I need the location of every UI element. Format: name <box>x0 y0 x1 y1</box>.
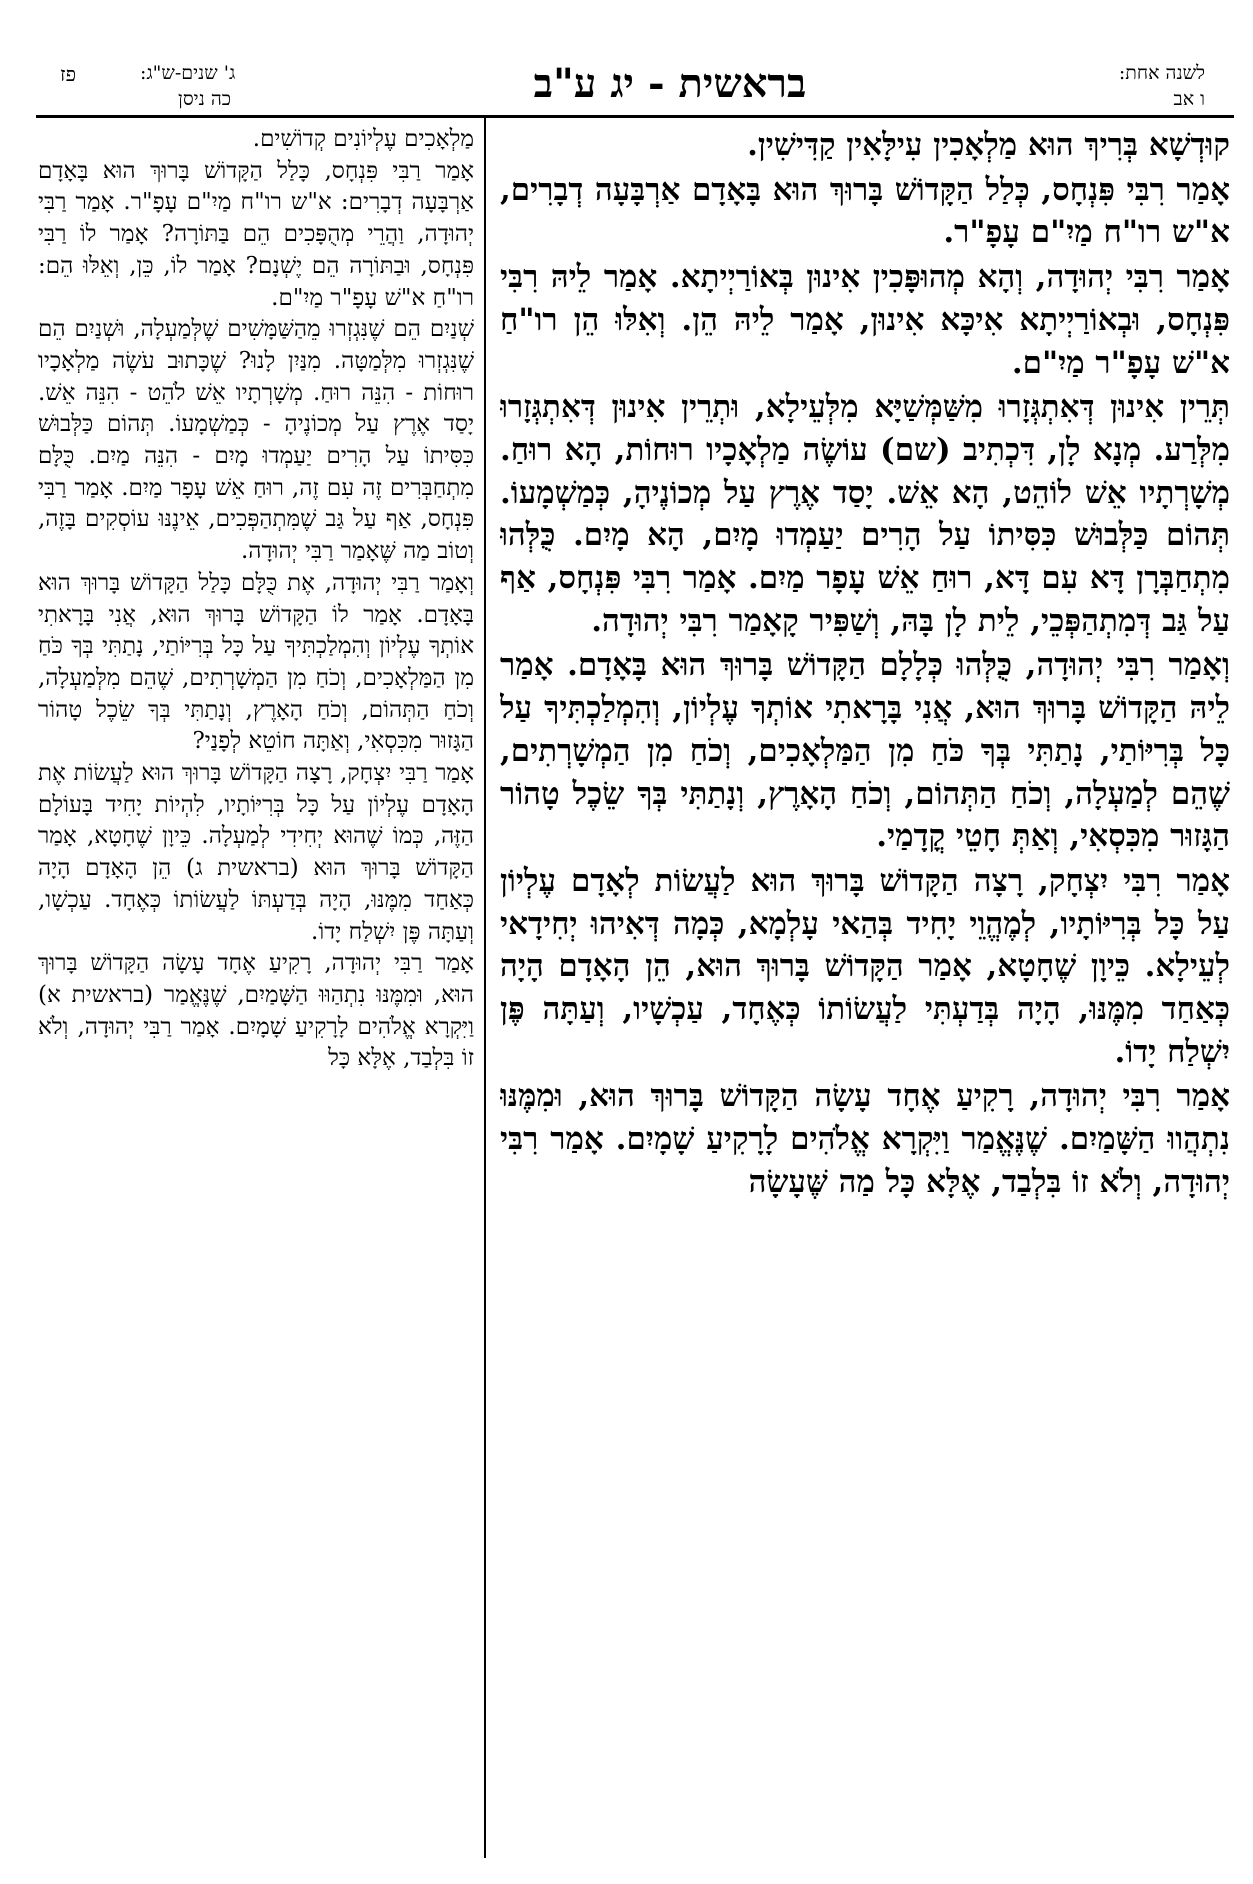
alt-schedule-date: כה ניסן <box>178 88 232 110</box>
translation-paragraph: שְׁנַיִם הֵם שֶׁנִּגְזְרוּ מֵהַשַּׁמָּשִׁים שֶׁלְּמַעְלָה, וּשְׁנַיִם הֵם שֶׁנִּגְזְרוּ מִלְּמַטָּה. מִנַּיִן לָנוּ? שֶׁכָּתוּב עֹשֶׂה מַלְאָכָיו רוּחוֹת - הִנֵּה רוּחַ. מְשָׁרְתָיו אֵשׁ לֹהֵט - הִנֵּה אֵשׁ. יָסַד אֶרֶץ עַל מְכוֹנֶיהָ - כְּמַשְׁמָעוֹ. תְּהוֹם כַּלְּבוּשׁ כִּסִּיתוֹ עַל הָרִים יַעַמְדוּ מָיִם - הִנֵּה מַיִם. כֻּלָּם מִתְחַבְּרִים זֶה עִם זֶה, רוּחַ אֵשׁ עָפָר מַיִם. אָמַר רַבִּי פִּנְחָס, אַף עַל גַּב שֶׁמִּתְהַפְּכִים, אֵינֶנּוּ עוֹסְקִים בָּזֶה, וְטוֹב מַה שֶּׁאָמַר רַבִּי יְהוּדָה. <box>38 316 474 565</box>
translation-column <box>38 124 474 1859</box>
main-paragraph: אָמַר רִבִּי יִצְחָק, רָצָה הַקָּדוֹשׁ בָּרוּךְ הוּא לַעֲשׂוֹת לְאָדָם עֶלְיוֹן עַל כָּל בְּרִיּוֹתָיו, לְמֶהֱוֵי יָחִיד בְּהַאי עָלְמָא, כְּמָה דְּאִיהוּ יְחִידָאי לְעֵילָא. כֵּיוָן שֶׁחָטָא, אָמַר הַקָּדוֹשׁ בָּרוּךְ הוּא, הֵן הָאָדָם הָיָה כְּאַחַד מִמֶּנּוּ, הָיָה בְּדַעְתִּי לַעֲשׂוֹתוֹ כְּאֶחָד, עַכְשָׁיו, וְעַתָּה פֶּן יִשְׁלַח יָדוֹ. <box>500 862 1230 1070</box>
main-paragraph: קוּדְשָׁא בְּרִיךְ הוּא מַלְאָכִין עִילָּאִין קַדִּישִׁין. <box>747 127 1230 163</box>
main-text-column <box>500 124 1230 1859</box>
main-paragraph: אָמַר רִבִּי יְהוּדָה, רָקִיעַ אֶחָד עָשָׂה הַקָּדוֹשׁ בָּרוּךְ הוּא, וּמִמֶּנּוּ נִתְהֲווּ הַשָּׁמַיִם. שֶׁנֶּאֱמַר וַיִּקְרָא אֱלֹהִים לָרָקִיעַ שָׁמָיִם. אָמַר רִבִּי יְהוּדָה, וְלֹא זוֹ בִּלְבַד, אֶלָּא כָּל מַה שֶּׁעָשָׂה <box>500 1078 1230 1200</box>
main-paragraph: אָמַר רִבִּי יְהוּדָה, וְהָא מְהוּפָּכִין אִינוּן בְּאוֹרַיְיתָא. אָמַר לֵיהּ רִבִּי פִּנְחָס, וּבְאוֹרַיְיתָא אִיכָּא אִינוּן, אָמַר לֵיהּ הֵן. וְאִלּוּ הֵן רו"חַ א"שׁ עָפָ"ר מַיִ"ם. <box>500 259 1230 381</box>
translation-paragraph: מַלְאָכִים עֶלְיוֹנִים קְדוֹשִׁים. <box>252 126 474 152</box>
page-number: פז <box>60 62 77 86</box>
page-title: בראשית - יג ע"ב <box>533 60 807 107</box>
translation-paragraph: אָמַר רַבִּי יִצְחָק, רָצָה הַקָּדוֹשׁ בָּרוּךְ הוּא לַעֲשׂוֹת אֶת הָאָדָם עֶלְיוֹן עַל כָּל בְּרִיּוֹתָיו, לִהְיוֹת יָחִיד בָּעוֹלָם הַזֶּה, כְּמוֹ שֶׁהוּא יְחִידִי לְמַעְלָה. כֵּיוָן שֶׁחָטָא, אָמַר הַקָּדוֹשׁ בָּרוּךְ הוּא (בראשית ג) הֵן הָאָדָם הָיָה כְּאַחַד מִמֶּנּוּ, הָיָה בְּדַעְתּוֹ לַעֲשׂוֹתוֹ כְּאֶחָד. עַכְשָׁו, וְעַתָּה פֶּן יִשְׁלַח יָדוֹ. <box>38 760 474 945</box>
translation-paragraph: אָמַר רַבִּי פִּנְחָס, כָּלַל הַקָּדוֹשׁ בָּרוּךְ הוּא בָּאָדָם אַרְבָּעָה דְבָרִים: א"ש רו"ח מַיִ"ם עָפָ"ר. אָמַר רַבִּי יְהוּדָה, וַהֲרֵי מְהֻפָּכִים הֵם בַּתּוֹרָה? אָמַר לוֹ רַבִּי פִּנְחָס, וּבַתּוֹרָה הֵם יֶשְׁנָם? אָמַר לוֹ, כֵּן, וְאֵלּוּ הֵם: רו"חַ א"שׁ עָפָ"ר מַיִ"ם. <box>38 157 474 311</box>
main-paragraph: אָמַר רִבִּי פִּנְחָס, כְּלַל הַקָּדוֹשׁ בָּרוּךְ הוּא בָּאָדָם אַרְבָּעָה דְבָרִים, א"ש רו"ח מַיִ"ם עָפָ"ר. <box>500 171 1230 251</box>
study-schedule-date: ו אב <box>1173 88 1205 110</box>
main-paragraph: וְאָמַר רִבִּי יְהוּדָה, כֻּלְּהוּ כְּלָלָם הַקָּדוֹשׁ בָּרוּךְ הוּא בָּאָדָם. אָמַר לֵיהּ הַקָּדוֹשׁ בָּרוּךְ הוּא, אֲנִי בָּרָאתִי אוֹתְךָ עֶלְיוֹן, וְהִמְלַכְתִּיךָ עַל כָּל בְּרִיּוֹתַי, נָתַתִּי בְּךָ כֹּחַ מִן הַמַּלְאָכִים, וְכֹחַ מִן הַמְשָׁרְתִים, שֶׁהֵם לְמַעְלָה, וְכֹחַ הַתְּהוֹם, וְכֹחַ הָאָרֶץ, וְנָתַתִּי בְּךָ שֵׂכֶל טָהוֹר הַגָּזוּר מִכִּסְאִי, וְאַתְּ חָטֵי קֳדָמַי. <box>500 647 1230 855</box>
translation-paragraph: וְאָמַר רַבִּי יְהוּדָה, אֶת כֻּלָּם כָּלַל הַקָּדוֹשׁ בָּרוּךְ הוּא בָּאָדָם. אָמַר לוֹ הַקָּדוֹשׁ בָּרוּךְ הוּא, אֲנִי בָּרָאתִי אוֹתְךָ עֶלְיוֹן וְהִמְלַכְתִּיךָ עַל כָּל בְּרִיּוֹתַי, נָתַתִּי בְּךָ כֹּחַ מִן הַמַּלְאָכִים, וְכֹחַ מִן הַמְשָׁרְתִים, שֶׁהֵם מִלְּמַעְלָה, וְכֹחַ הַתְּהוֹם, וְכֹחַ הָאָרֶץ, וְנָתַתִּי בְּךָ שֵׂכֶל טָהוֹר הַגָּזוּר מִכִּסְאִי, וְאַתָּה חוֹטֵא לְפָנַי? <box>38 569 474 755</box>
main-paragraph: תְּרֵין אִינוּן דְּאִתְגְּזָרוּ מִשַּׁמְּשַׁיָּא מִלְּעֵילָא, וּתְרֵין אִינוּן דְּאִתְגְּזָרוּ מִלְּרַע. מְנָא לָן, דִּכְתִיב (שם) עוֹשֶׂה מַלְאָכָיו רוּחוֹת, הָא רוּחַ. מְשָׁרְתָיו אֵשׁ לוֹהֵט, הָא אֵשׁ. יָסַד אֶרֶץ עַל מְכוֹנֶיהָ, כְּמַשְׁמָעוֹ. תְּהוֹם כַּלְּבוּשׁ כִּסִּיתוֹ עַל הָרִים יַעַמְדוּ מָיִם, הָא מָיִם. כֻּלְּהוּ מִתְחַבְּרָן דָּא עִם דָּא, רוּחַ אֵשׁ עָפָר מַיִם. אָמַר רִבִּי פִּנְחָס, אַף עַל גַּב דְּמִתְהַפְּכֵי, לֵית לָן בָּהּ, וְשַׁפִּיר קָאָמַר רִבִּי יְהוּדָה. <box>500 389 1230 639</box>
study-schedule-label: לשנה אחת: <box>1118 62 1205 84</box>
column-separator <box>484 118 486 1858</box>
header-rule <box>36 115 1234 118</box>
translation-paragraph: אָמַר רַבִּי יְהוּדָה, רָקִיעַ אֶחָד עָשָׂה הַקָּדוֹשׁ בָּרוּךְ הוּא, וּמִמֶּנּוּ נִתְהַוּוּ הַשָּׁמַיִם, שֶׁנֶּאֱמַר (בראשית א) וַיִּקְרָא אֱלֹהִים לָרָקִיעַ שָׁמָיִם. אָמַר רַבִּי יְהוּדָה, וְלֹא זוֹ בִּלְבַד, אֶלָּא כָּל <box>38 950 474 1072</box>
alt-schedule-label: ג' שנים-ש"ג: <box>140 62 236 84</box>
